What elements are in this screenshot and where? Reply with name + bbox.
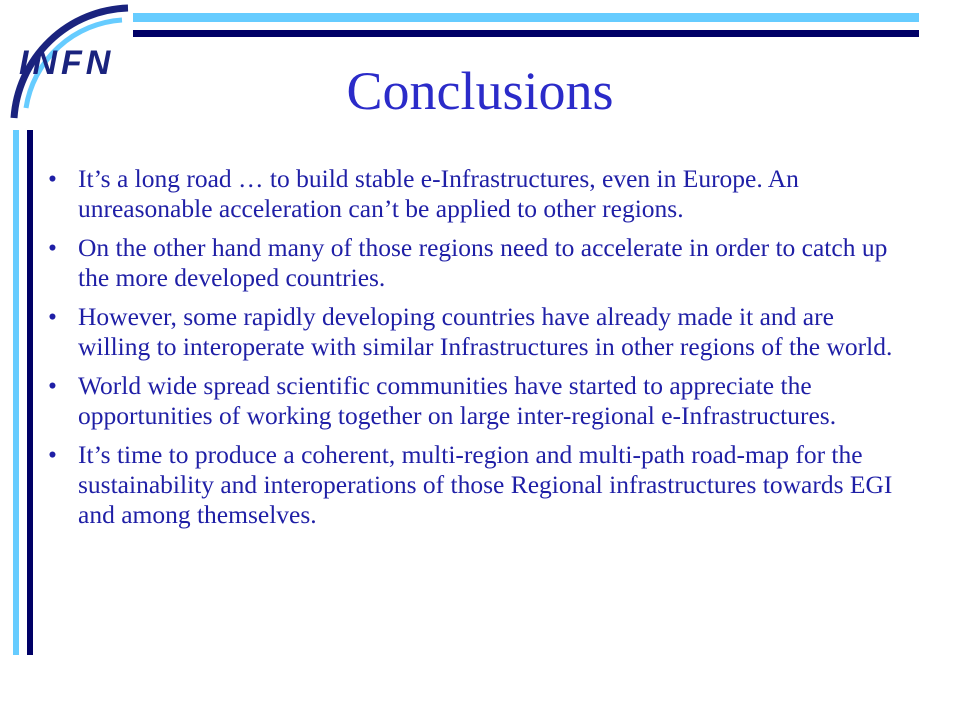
bullet-marker: • bbox=[48, 440, 57, 469]
bullet-text: It’s a long road … to build stable e-Infrastructures, even in Europe. An unreasonable acceleration can’t be applied to other regions. bbox=[78, 164, 799, 223]
bullet-text: It’s time to produce a coherent, multi-region and multi-path road-map for the sustainability and interoperations of those Regional infrastructures towards EGI and among themselves. bbox=[78, 440, 893, 529]
left-accent-line-light bbox=[13, 130, 19, 655]
bullet-marker: • bbox=[48, 302, 57, 331]
bullet-item bbox=[48, 233, 898, 293]
bullet-marker: • bbox=[48, 371, 57, 400]
bullet-marker: • bbox=[48, 233, 57, 262]
bullet-text: On the other hand many of those regions need to accelerate in order to catch up the more developed countries. bbox=[78, 233, 888, 292]
logo-text: INFN bbox=[19, 44, 115, 82]
top-accent-line-light bbox=[133, 13, 919, 22]
top-accent-line-dark bbox=[133, 30, 919, 37]
bullet-item bbox=[48, 164, 898, 224]
left-accent-line-dark bbox=[27, 130, 33, 655]
bullet-item bbox=[48, 440, 898, 530]
bullet-marker: • bbox=[48, 164, 57, 193]
bullet-text: World wide spread scientific communities have started to appreciate the opportunities of working together on large inter-regional e-Infrastructures. bbox=[78, 371, 837, 430]
bullet-list bbox=[48, 164, 898, 539]
bullet-text: However, some rapidly developing countries have already made it and are willing to interoperate with similar Infrastructures in other regions of the world. bbox=[78, 302, 893, 361]
slide-title: Conclusions bbox=[346, 61, 614, 121]
bullet-item bbox=[48, 371, 898, 431]
bullet-item bbox=[48, 302, 898, 362]
